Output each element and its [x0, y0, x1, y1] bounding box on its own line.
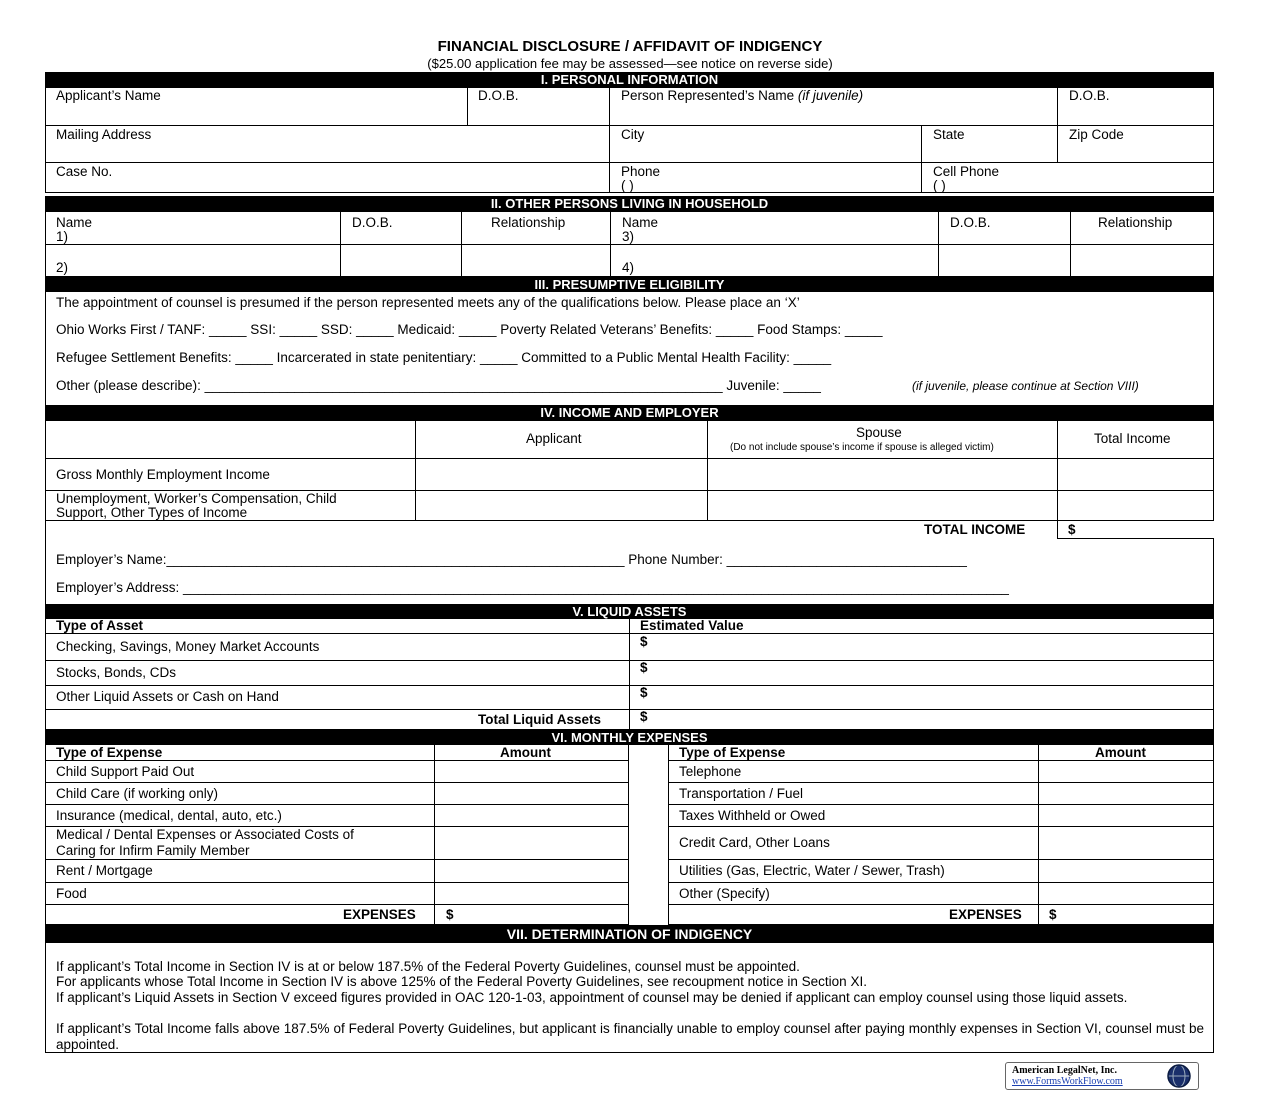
household-row-1[interactable]: 1) — [56, 229, 69, 244]
employer-name-line[interactable]: Employer’s Name:_____________________________________________________________ Phone Number: ________________________________ — [56, 552, 967, 567]
represented-dob-field[interactable]: D.O.B. — [1069, 88, 1110, 103]
expense-medical-1: Medical / Dental Expenses or Associated Costs of — [56, 827, 354, 842]
gross-income-label: Gross Monthly Employment Income — [56, 467, 270, 482]
expense-telephone: Telephone — [679, 764, 742, 779]
total-income-field[interactable]: $ — [1068, 522, 1076, 537]
expense-insurance: Insurance (medical, dental, auto, etc.) — [56, 808, 282, 823]
expense-type-col-right: Type of Expense — [679, 745, 786, 760]
asset-value-col: Estimated Value — [640, 618, 744, 633]
eligibility-intro: The appointment of counsel is presumed if the person represented meets any of the qualifications below. Please place an ‘X’ — [56, 295, 800, 310]
household-name-col-2: Name — [622, 215, 659, 230]
eligibility-other-line[interactable]: Other (please describe): _____________________________________________________________________ Juvenile: _____ — [56, 378, 821, 393]
section-3-header: III. PRESUMPTIVE ELIGIBILITY — [45, 277, 1214, 292]
asset-row-other: Other Liquid Assets or Cash on Hand — [56, 689, 279, 704]
applicant-name-field[interactable]: Applicant’s Name — [56, 88, 161, 103]
other-income-label-1: Unemployment, Worker’s Compensation, Child — [56, 491, 337, 506]
form-subtitle: ($25.00 application fee may be assessed—see notice on reverse side) — [427, 56, 833, 71]
cell-phone-field[interactable]: Cell Phone — [933, 164, 1000, 179]
expense-food: Food — [56, 886, 87, 901]
household-name-col: Name — [56, 215, 93, 230]
expense-amount-col-left: Amount — [500, 745, 551, 760]
asset-value-total[interactable]: $ — [640, 709, 648, 724]
determination-para-2: For applicants whose Total Income in Section IV is above 125% of the Federal Poverty Guidelines, see recoupment notice in Section XI. — [56, 974, 867, 989]
household-rel-col-2: Relationship — [1098, 215, 1173, 230]
asset-value-checking[interactable]: $ — [640, 634, 648, 649]
eligibility-benefits-line-2[interactable]: Refugee Settlement Benefits: _____ Incarcerated in state penitentiary: _____ Committed to a Public Mental Health Facility: _____ — [56, 350, 832, 365]
expense-medical-2: Caring for Infirm Family Member — [56, 843, 250, 858]
expenses-total-field-right[interactable]: $ — [1049, 907, 1057, 922]
income-spouse-col: Spouse — [856, 425, 902, 440]
globe-icon — [1164, 1064, 1194, 1088]
asset-row-checking: Checking, Savings, Money Market Accounts — [56, 639, 320, 654]
represented-name-field[interactable]: Person Represented’s Name (if juvenile) — [621, 88, 864, 103]
income-total-col: Total Income — [1094, 431, 1171, 446]
logo-company: American LegalNet, Inc. — [1012, 1065, 1117, 1076]
asset-row-stocks: Stocks, Bonds, CDs — [56, 665, 177, 680]
determination-para-1: If applicant’s Total Income in Section IV is at or below 187.5% of the Federal Poverty Guidelines, counsel must be appointed. — [56, 959, 800, 974]
household-dob-col: D.O.B. — [352, 215, 393, 230]
asset-value-other[interactable]: $ — [640, 685, 648, 700]
zip-field[interactable]: Zip Code — [1069, 127, 1124, 142]
total-liquid-assets-label: Total Liquid Assets — [478, 712, 602, 727]
section-5-header: V. LIQUID ASSETS — [45, 604, 1214, 619]
household-dob-col-2: D.O.B. — [950, 215, 991, 230]
expense-type-col-left: Type of Expense — [56, 745, 163, 760]
other-income-label-2: Support, Other Types of Income — [56, 505, 248, 520]
determination-para-4: If applicant’s Total Income falls above 187.5% of Federal Poverty Guidelines, but applicant is financially unable to employ counsel after paying monthly expenses in Section VI, counsel must be appointed. — [56, 1021, 1204, 1052]
expenses-total-label-left: EXPENSES — [343, 907, 416, 922]
form-title: FINANCIAL DISCLOSURE / AFFIDAVIT OF INDIGENCY — [437, 38, 823, 55]
phone-area-code: ( ) — [621, 178, 634, 193]
section-4-header: IV. INCOME AND EMPLOYER — [45, 405, 1214, 420]
spouse-note: (Do not include spouse’s income if spouse is alleged victim) — [730, 442, 994, 453]
expense-taxes: Taxes Withheld or Owed — [679, 808, 826, 823]
american-legalnet-logo — [1005, 1062, 1199, 1090]
asset-value-stocks[interactable]: $ — [640, 660, 648, 675]
expense-child-care: Child Care (if working only) — [56, 786, 219, 801]
mailing-address-field[interactable]: Mailing Address — [56, 127, 152, 142]
phone-field[interactable]: Phone — [621, 164, 661, 179]
expense-transportation: Transportation / Fuel — [679, 786, 804, 801]
household-row-3[interactable]: 3) — [622, 229, 635, 244]
juvenile-note: (if juvenile, please continue at Section VIII) — [912, 379, 1139, 393]
section-2-header: II. OTHER PERSONS LIVING IN HOUSEHOLD — [45, 196, 1214, 211]
logo-url[interactable]: www.FormsWorkFlow.com — [1012, 1076, 1123, 1087]
household-rel-col: Relationship — [491, 215, 566, 230]
expense-child-support: Child Support Paid Out — [56, 764, 195, 779]
applicant-dob-field[interactable]: D.O.B. — [478, 88, 519, 103]
household-row-4[interactable]: 4) — [622, 260, 635, 275]
employer-address-line[interactable]: Employer’s Address: ______________________________________________________________________________________________________________ — [56, 580, 1009, 595]
expense-credit-card: Credit Card, Other Loans — [679, 835, 830, 850]
city-field[interactable]: City — [621, 127, 645, 142]
section-1-header: I. PERSONAL INFORMATION — [45, 72, 1214, 87]
case-no-field[interactable]: Case No. — [56, 164, 113, 179]
section-6-header: VI. MONTHLY EXPENSES — [45, 730, 1214, 745]
total-income-label: TOTAL INCOME — [924, 522, 1026, 537]
expenses-total-label-right: EXPENSES — [949, 907, 1022, 922]
cell-area-code: ( ) — [933, 178, 946, 193]
asset-type-col: Type of Asset — [56, 618, 144, 633]
state-field[interactable]: State — [933, 127, 965, 142]
expense-other: Other (Specify) — [679, 886, 770, 901]
household-row-2[interactable]: 2) — [56, 260, 69, 275]
income-applicant-col: Applicant — [526, 431, 582, 446]
section-7-header: VII. DETERMINATION OF INDIGENCY — [45, 925, 1214, 943]
expense-rent: Rent / Mortgage — [56, 863, 153, 878]
determination-para-3: If applicant’s Liquid Assets in Section V exceed figures provided in OAC 120-1-03, appointment of counsel may be denied if applicant can employ counsel using those liquid assets. — [56, 990, 1128, 1005]
eligibility-benefits-line-1[interactable]: Ohio Works First / TANF: _____ SSI: _____ SSD: _____ Medicaid: _____ Poverty Related Veterans’ Benefits: _____ Food Stamps: _____ — [56, 322, 883, 337]
expense-amount-col-right: Amount — [1095, 745, 1146, 760]
expenses-total-field-left[interactable]: $ — [446, 907, 454, 922]
expense-utilities: Utilities (Gas, Electric, Water / Sewer, Trash) — [679, 863, 945, 878]
